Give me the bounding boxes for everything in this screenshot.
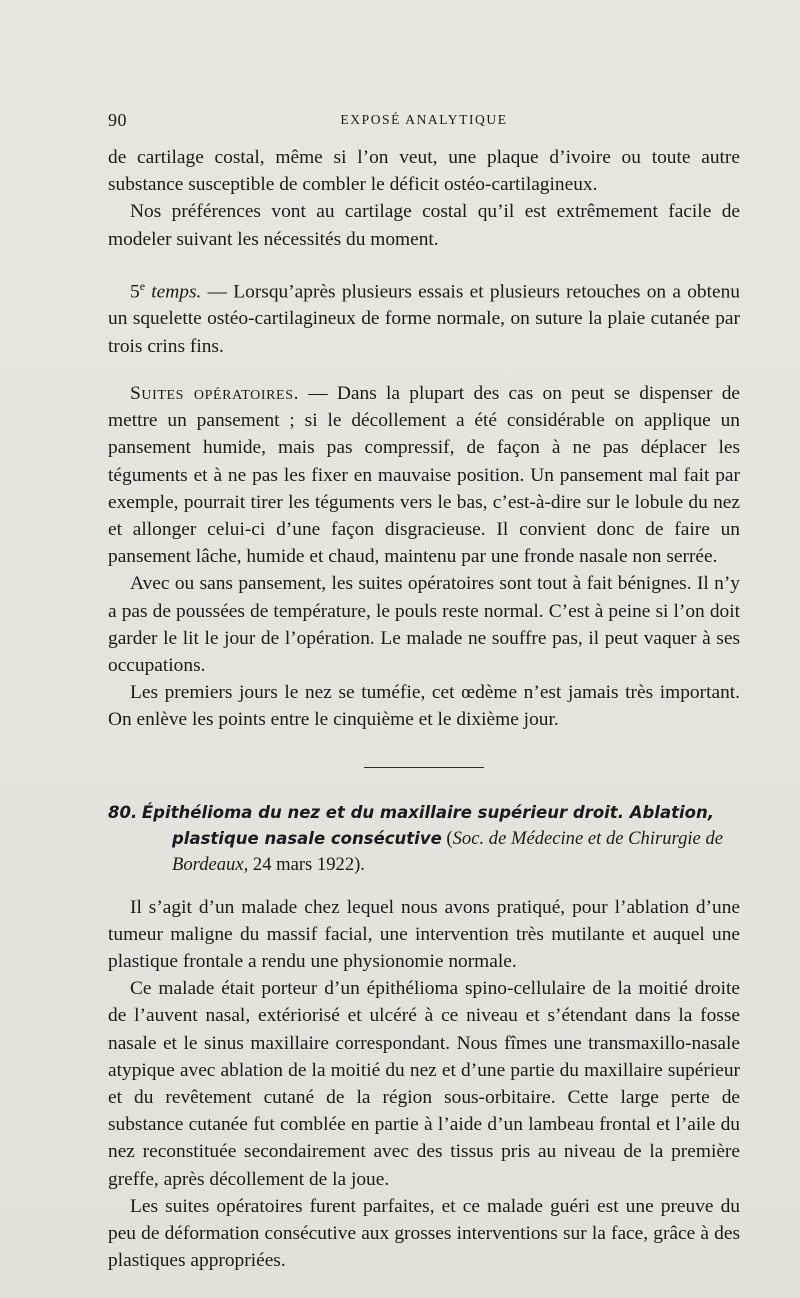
- step-number: 5: [130, 281, 140, 303]
- paragraph-outcome: Les suites opératoires furent parfaites, et ce malade guéri est une preuve du peu de déformation consécutive aux grosses interventions sur la face, grâce à des plastiques appropriées.: [108, 1195, 740, 1272]
- article-source: Soc. de Médecine et de Chirurgie de Bordeaux,: [172, 827, 723, 875]
- paragraph-first-days: Les premiers jours le nez se tuméfie, cet œdème n’est jamais très important. On enlève les points entre le cinquième et le dixième jour.: [108, 682, 740, 731]
- paragraph-fifth-step: [108, 273, 740, 360]
- paragraph-patient-case: Il s’agit d’un malade chez lequel nous avons pratiqué, pour l’ablation d’une tumeur maligne du massif facial, une intervention très mutilante et auquel une plastique frontale a rendu une physionomie normale.: [108, 896, 740, 972]
- paragraph-cartilage: de cartilage costal, même si l’on veut, une plaque d’ivoire ou toute autre substance susceptible de combler le déficit ostéo-cartilagineux.: [108, 147, 740, 196]
- article-source-paren: (: [441, 827, 453, 849]
- step-text: — Lorsqu’après plusieurs essais et plusieurs retouches on a obtenu un squelette ostéo-cartilagineux de forme normale, on suture la plaie cutanée par trois crins fins.: [108, 281, 740, 357]
- running-head: EXPOSÉ ANALYTIQUE: [340, 112, 508, 127]
- section-label-suites-operatoires: Suites opératoires.: [130, 382, 300, 404]
- article-title: Épithélioma du nez et du maxillaire supérieur droit. Ablation, plastique nasale consécutive: [141, 802, 714, 848]
- page-content: [108, 144, 740, 1274]
- step-number-superscript: e: [139, 278, 146, 293]
- paragraph-benign-course: Avec ou sans pansement, les suites opératoires sont tout à fait bénignes. Il n’y a pas de poussées de température, le pouls reste normal. C’est à peine si l’on doit garder le lit le jour de l’opération. Le malade ne souffre pas, il peut vaquer à ses occupations.: [108, 573, 740, 676]
- paragraph-suites-operatoires: [108, 380, 740, 570]
- paragraph-preferences: Nos préférences vont au cartilage costal qu’il est extrêmement facile de modeler suivant les nécessités du moment.: [108, 201, 740, 250]
- page-header: [108, 110, 740, 134]
- article-date: 24 mars 1922).: [248, 853, 365, 875]
- article-number: 80.: [108, 802, 138, 822]
- step-label: temps.: [151, 281, 202, 303]
- paragraph-patient-tumor: Ce malade était porteur d’un épithélioma spino-cellulaire de la moitié droite de l’auvent nasal, extériorisé et ulcéré à ce niveau et s’étendant dans la fosse nasale et le sinus maxillaire correspondant. Nous fîmes une transmaxillo-nasale atypique avec ablation de la moitié du nez et d’une partie du maxillaire supérieur et du revêtement cutané de la région sous-orbitaire. Cette large perte de substance cutanée fut comblée en partie à l’aide d’un lambeau frontal et l’aile du nez reconstituée secondairement avec des tissus pris au niveau de la première greffe, après décollement de la joue.: [108, 978, 740, 1190]
- section-divider: [364, 767, 484, 768]
- suites-operatoires-text: — Dans la plupart des cas on peut se dispenser de mettre un pansement ; si le décollement a été considérable on applique un pansement humide, mais pas compressif, de façon à ne pas déplacer les téguments et à ne pas les fixer en mauvaise position. Un pansement mal fait par exemple, pourrait tirer les téguments vers le bas, c’est-à-dire sur le lobule du nez et allonger celui-ci d’une façon disgracieuse. Il convient donc de faire un pansement lâche, humide et chaud, maintenu par une fronde nasale non serrée.: [108, 382, 741, 568]
- article-heading: [108, 800, 740, 878]
- page-number: 90: [108, 110, 127, 130]
